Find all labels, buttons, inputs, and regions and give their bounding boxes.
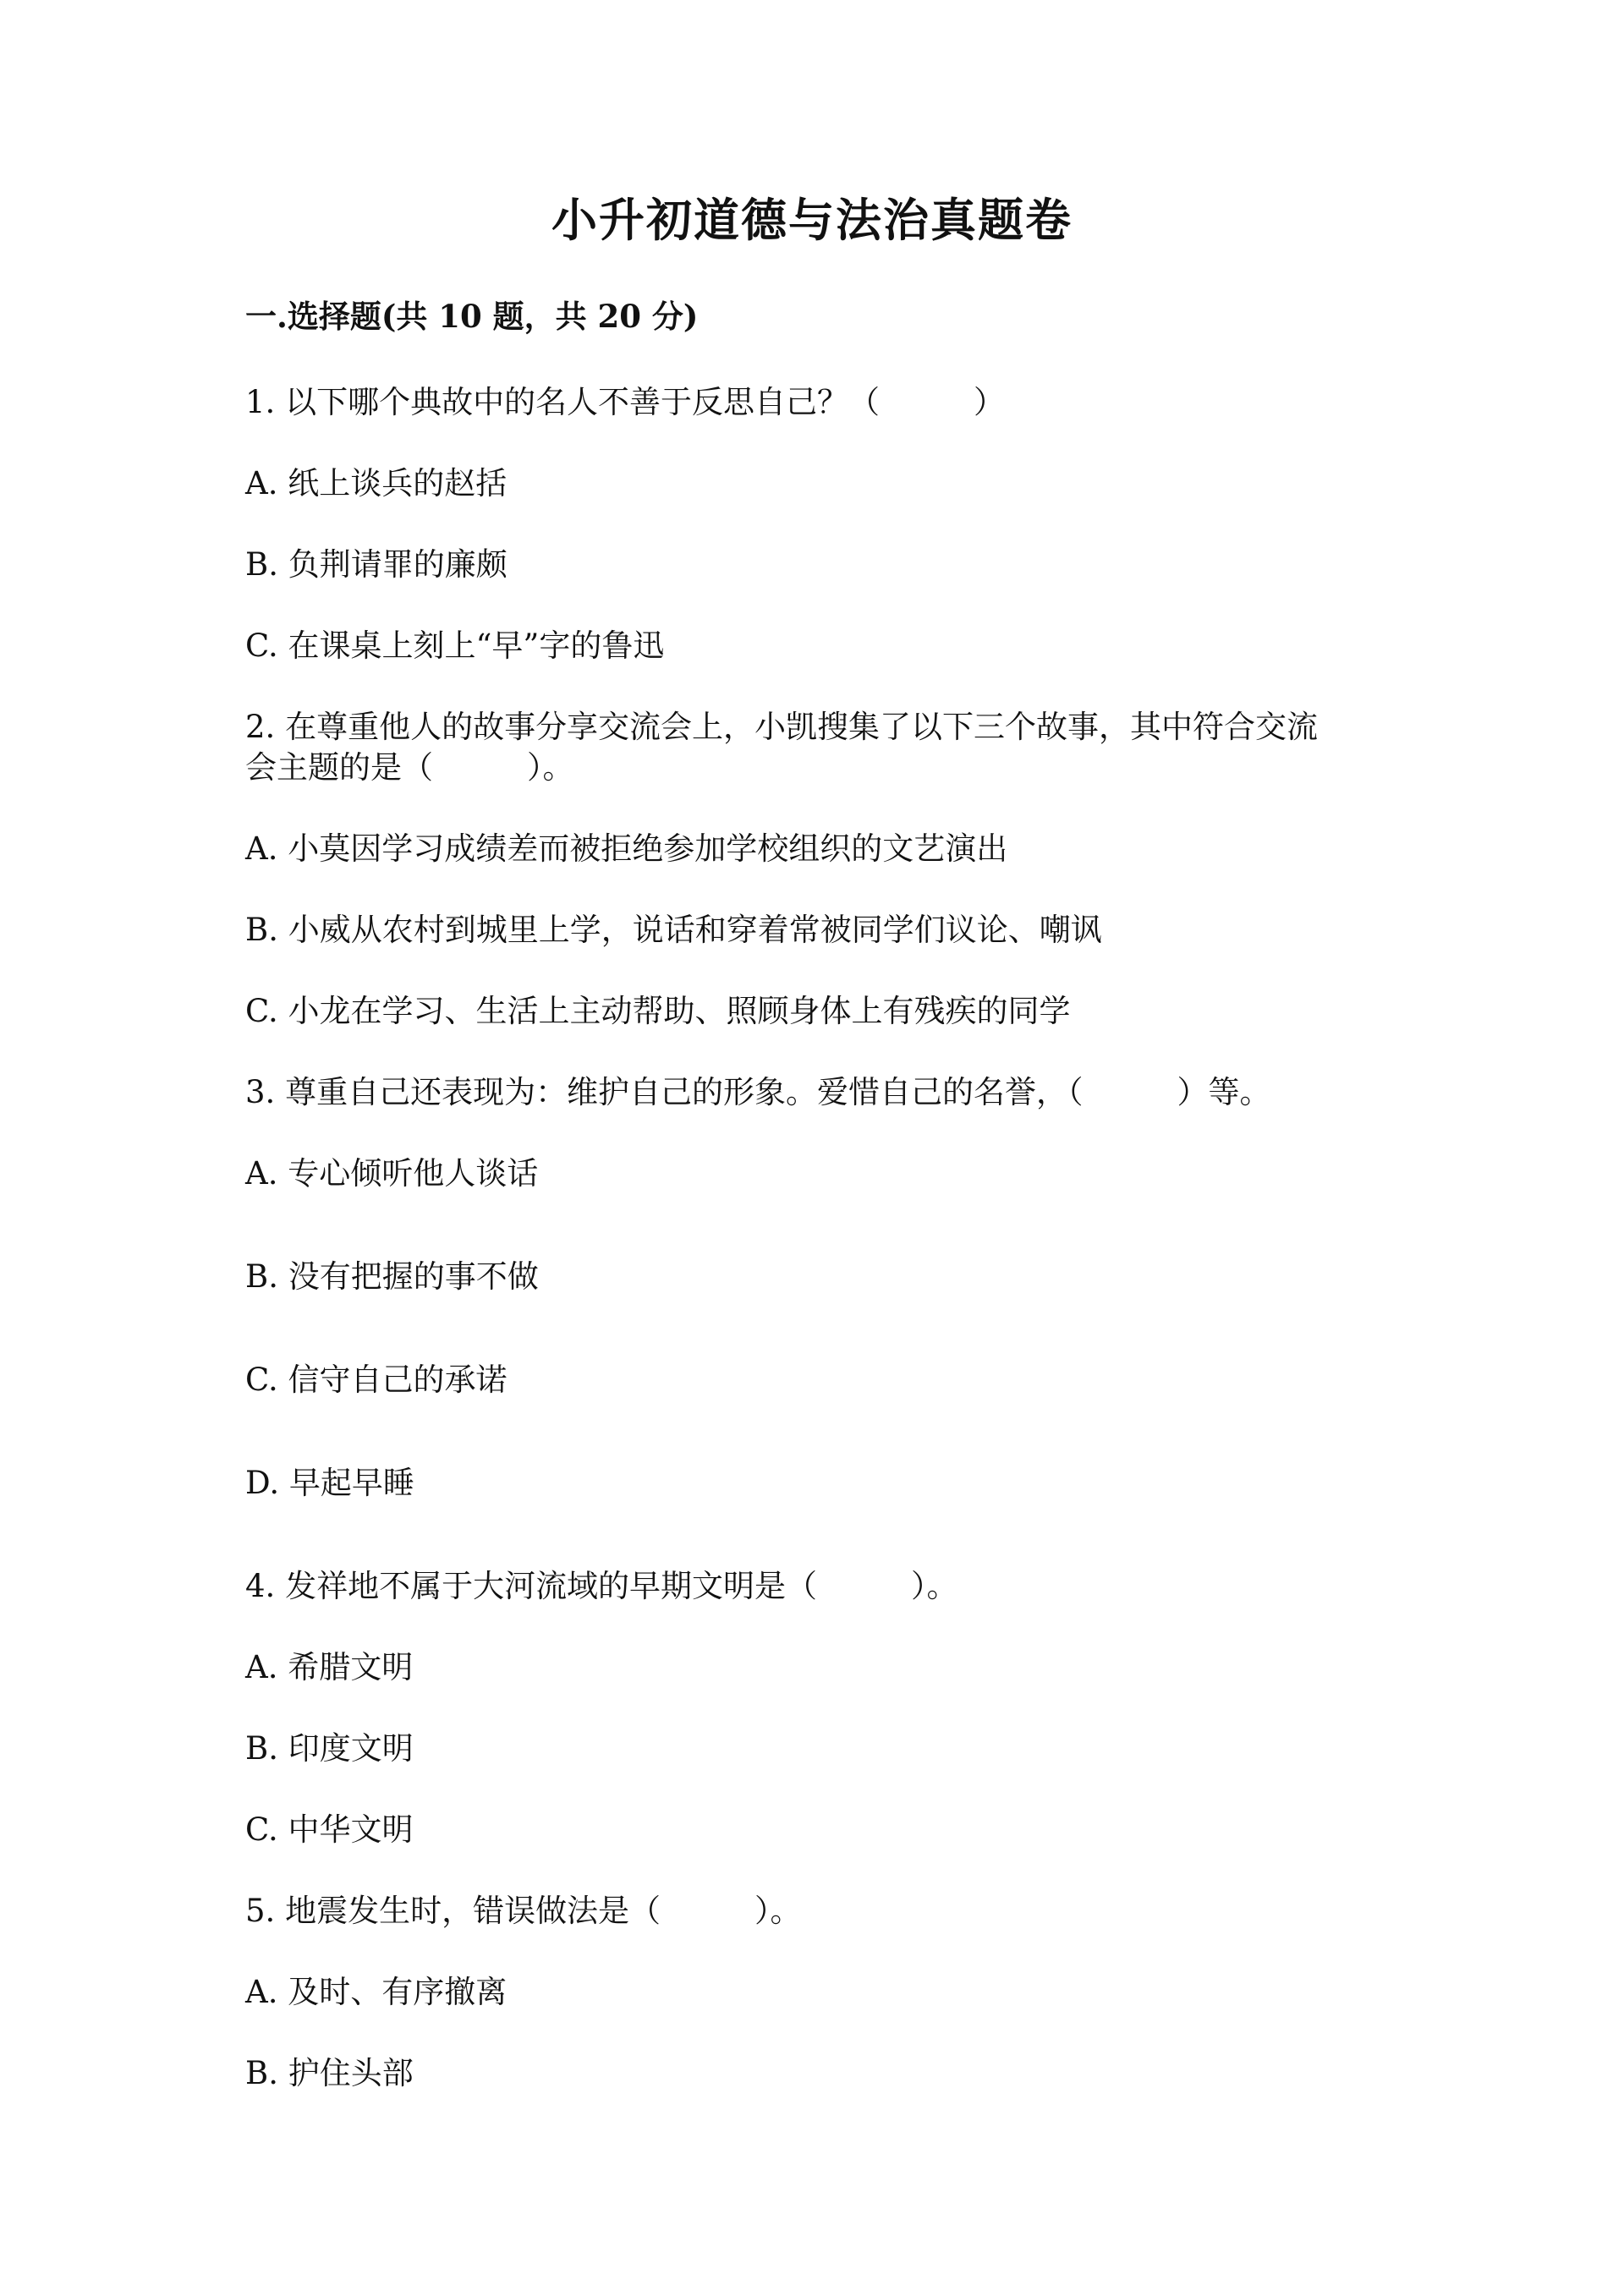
question-1-option-a: A. 纸上谈兵的赵括 — [245, 465, 508, 501]
question-2-stem-line-2: 会主题的是（ ）。 — [245, 749, 574, 786]
question-3-option-a: A. 专心倾听他人谈话 — [245, 1155, 539, 1192]
question-2-option-c: C. 小龙在学习、生活上主动帮助、照顾身体上有残疾的同学 — [245, 993, 1071, 1029]
question-2-option-b: B. 小威从农村到城里上学，说话和穿着常被同学们议论、嘲讽 — [245, 912, 1102, 948]
page-title: 小升初道德与法治真题卷 — [551, 193, 1073, 247]
question-5-option-a: A. 及时、有序撤离 — [245, 1974, 508, 2010]
question-5-option-b: B. 护住头部 — [245, 2055, 414, 2091]
question-3-option-b: B. 没有把握的事不做 — [245, 1258, 539, 1295]
question-4-stem: 4. 发祥地不属于大河流域的早期文明是（ ）。 — [245, 1568, 958, 1604]
section-heading: 一.选择题(共 10 题，共 20 分) — [245, 298, 699, 335]
question-3-option-c: C. 信守自己的承诺 — [245, 1362, 508, 1398]
question-3-option-d: D. 早起早睡 — [245, 1465, 414, 1501]
question-1-option-c: C. 在课桌上刻上“早”字的鲁迅 — [245, 627, 665, 664]
question-2-option-a: A. 小莫因学习成绩差而被拒绝参加学校组织的文艺演出 — [245, 830, 1008, 867]
question-2-stem-line-1: 2. 在尊重他人的故事分享交流会上，小凯搜集了以下三个故事，其中符合交流 — [245, 709, 1319, 745]
question-4-option-b: B. 印度文明 — [245, 1730, 414, 1767]
question-1-stem: 1. 以下哪个典故中的名人不善于反思自己？（ ） — [245, 384, 1006, 420]
question-1-option-b: B. 负荆请罪的廉颇 — [245, 546, 508, 583]
question-5-stem: 5. 地震发生时，错误做法是（ ）。 — [245, 1893, 802, 1929]
question-4-option-a: A. 希腊文明 — [245, 1649, 414, 1685]
question-3-stem: 3. 尊重自己还表现为：维护自己的形象。爱惜自己的名誉，（ ）等。 — [245, 1074, 1271, 1110]
question-4-option-c: C. 中华文明 — [245, 1811, 414, 1848]
